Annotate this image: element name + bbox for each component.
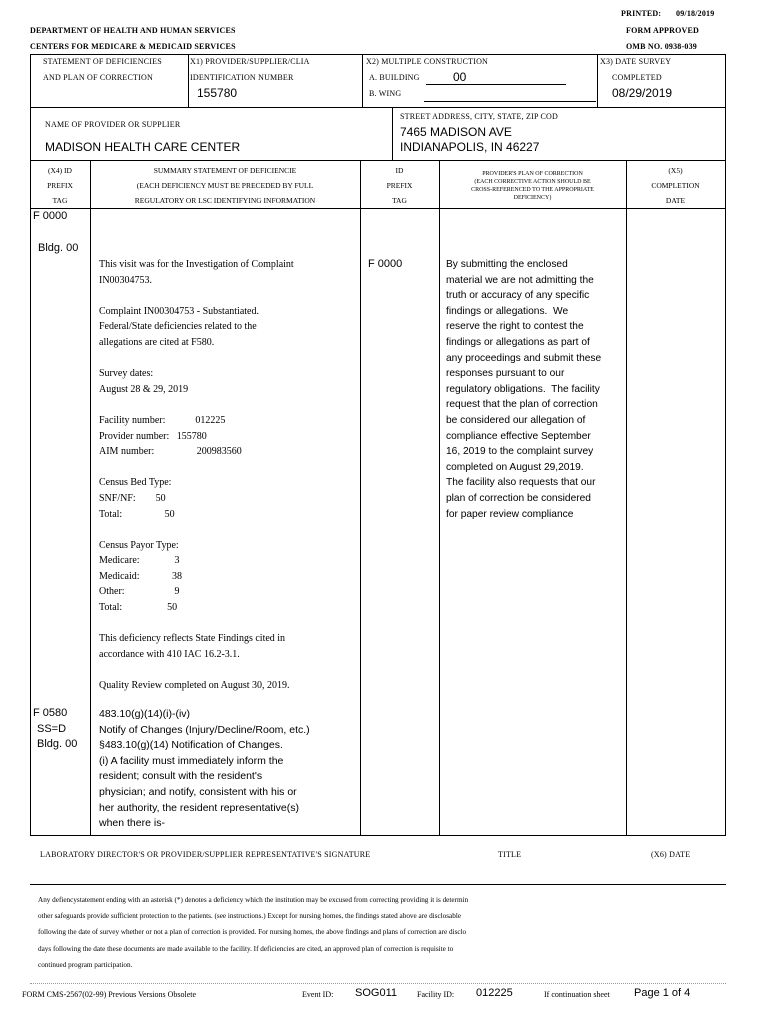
plan-of-correction-text: By submitting the enclosed material we are not admitting the truth or accuracy of any specific findings or allegations. We reserve the right to contest the findings or allegations as part of any proceedings and submit these responses pursuant to our regulatory obligations. The facility request that the plan of correction be considered our allegation of compliance effective September 16, 2019 to the complaint survey completed on August 29,2019. The facility also requests that our plan of correction be considered for paper review compliance xyxy=(446,259,602,520)
page-number: Page 1 of 4 xyxy=(634,987,691,999)
form-number: FORM CMS-2567(02-99) Previous Versions Obsolete xyxy=(22,990,197,999)
x2-label: X2) MULTIPLE CONSTRUCTION xyxy=(366,57,489,66)
omb-number: OMB NO. 0938-039 xyxy=(626,42,697,51)
x1-sublabel: IDENTIFICATION NUMBER xyxy=(190,73,294,82)
tag-f0000: F 0000 xyxy=(33,210,68,222)
plan-header: PROVIDER'S PLAN OF CORRECTION (EACH CORRECTIVE ACTION SHOULD BE CROSS-REFERENCED TO THE APPROPRIATE DEFICIENCY) xyxy=(471,171,594,201)
address-label: STREET ADDRESS, CITY, STATE, ZIP COD xyxy=(400,112,558,121)
summary-text-2: 483.10(g)(14)(i)-(iv) Notify of Changes (Injury/Decline/Room, etc.) §483.10(g)(14) Notification of Changes. (i) A facility must immediately inform the resident; consult with the resident's physician; and notify, consistent with his or her authority, the resident representative(s) when there is- xyxy=(99,708,310,830)
event-id-value: SOG011 xyxy=(355,987,397,999)
event-id-label: Event ID: xyxy=(302,990,334,999)
date-label: (X6) DATE xyxy=(651,850,691,859)
x1-label: X1) PROVIDER/SUPPLIER/CLIA xyxy=(190,57,310,66)
form-approved: FORM APPROVED xyxy=(626,26,700,35)
x3-label: X3) DATE SURVEY xyxy=(600,57,672,66)
building-label: A. BUILDING xyxy=(369,73,420,82)
continuation-label: If continuation sheet xyxy=(544,990,610,999)
x5-header: (X5) COMPLETION DATE xyxy=(651,166,700,205)
wing-label: B. WING xyxy=(369,89,402,98)
plan-label: AND PLAN OF CORRECTION xyxy=(43,73,153,82)
facility-id-label: Facility ID: xyxy=(417,990,455,999)
provider-name-label: NAME OF PROVIDER OR SUPPLIER xyxy=(45,120,181,129)
summary-text-1: This visit was for the Investigation of Complaint IN00304753. Complaint IN00304753 - Substantiated. Federal/State deficiencies related to the allegations are cited at F580. Survey dates: August 28 & 29, 2019 Facility number: 012225 Provider number: 155780 AIM number: 200983560 Census Bed Type: SNF/NF: 50 Total: 50 Census Payor Type: Medicare: 3 Medicaid: 38 Other: 9 Total: 50 This deficiency reflects State Findings cited in accordance with 410 IAC 16.2-3.1. Quality Review completed on August 30, 2019. xyxy=(99,259,294,692)
provider-name-value: MADISON HEALTH CARE CENTER xyxy=(45,140,241,154)
address-line2: INDIANAPOLIS, IN 46227 xyxy=(400,140,540,154)
printed-date: 09/18/2019 xyxy=(676,9,715,18)
title-label: TITLE xyxy=(498,850,522,859)
statement-label: STATEMENT OF DEFICIENCIES xyxy=(43,57,162,66)
summary-header: SUMMARY STATEMENT OF DEFICIENCIE (EACH DEFICIENCY MUST BE PRECEDED BY FULL REGULATORY OR LSC IDENTIFYING INFORMATION xyxy=(134,166,316,205)
facility-id-value: 012225 xyxy=(476,987,513,999)
printed-label: PRINTED: xyxy=(621,9,662,18)
footnote: Any defiencystatement ending with an asterisk (*) denotes a deficiency which the institution may be excused from correcting providing it is determin other safeguards provide sufficient protection to the patients. (see instructions.) Except for nursing homes, the findings stated above are disclosable following the date of survey whether or not a plan of correction is provided. For nursing homes, the above findings and plans of correction are disclo days following the date these documents are made available to the facility. If deficiencies are cited, an approved plan of correction is requisite to continued program participation. xyxy=(38,896,469,969)
provider-id-value: 155780 xyxy=(197,86,238,100)
bldg-label: Bldg. 00 xyxy=(38,242,79,254)
x3-sublabel: COMPLETED xyxy=(612,73,662,82)
address-line1: 7465 MADISON AVE xyxy=(400,125,512,139)
centers-title: CENTERS FOR MEDICARE & MEDICAID SERVICES xyxy=(30,42,236,51)
survey-date-value: 08/29/2019 xyxy=(612,86,673,100)
department-title: DEPARTMENT OF HEALTH AND HUMAN SERVICES xyxy=(30,26,236,35)
building-value: 00 xyxy=(453,70,467,84)
signature-label: LABORATORY DIRECTOR'S OR PROVIDER/SUPPLIER REPRESENTATIVE'S SIGNATURE xyxy=(40,850,371,859)
tag-f0580: F 0580 SS=D Bldg. 00 xyxy=(33,707,78,751)
x4-header: (X4) ID PREFIX TAG xyxy=(47,166,73,205)
id-header: ID PREFIX TAG xyxy=(386,166,413,205)
id-tag-f0000: F 0000 xyxy=(368,258,403,270)
